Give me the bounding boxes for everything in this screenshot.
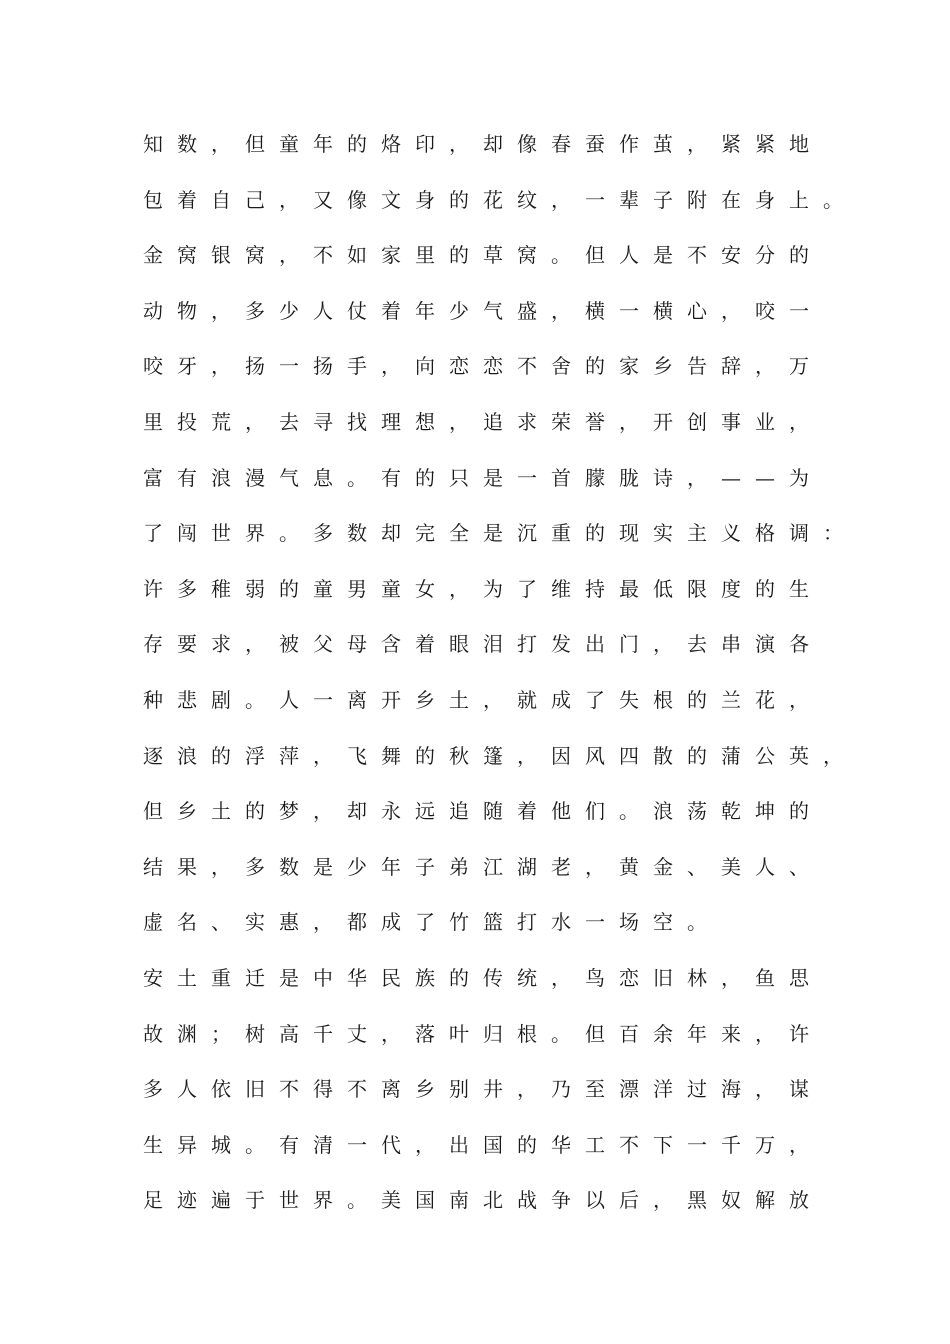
body-text xyxy=(143,124,903,1236)
text-line: 存要求，被父母含着眼泪打发出门，去串演各 xyxy=(143,632,823,657)
text-line: 安土重迁是中华民族的传统，鸟恋旧林，鱼思 xyxy=(143,965,823,990)
text-line: 金窝银窝，不如家里的草窝。但人是不安分的 xyxy=(143,243,823,268)
text-line: 但乡土的梦，却永远追随着他们。浪荡乾坤的 xyxy=(143,799,823,824)
text-line: 了闯世界。多数却完全是沉重的现实主义格调： xyxy=(143,521,857,546)
text-line: 知数，但童年的烙印，却像春蚕作茧，紧紧地 xyxy=(143,132,823,156)
text-line: 种悲剧。人一离开乡土，就成了失根的兰花， xyxy=(143,687,823,712)
text-line: 故渊；树高千丈，落叶归根。但百余年来，许 xyxy=(143,1021,823,1046)
text-line: 多人依旧不得不离乡别井，乃至漂洋过海，谋 xyxy=(143,1077,823,1102)
text-line: 足迹遍于世界。美国南北战争以后，黑奴解放 xyxy=(143,1188,823,1213)
text-line: 逐浪的浮萍，飞舞的秋篷，因风四散的蒲公英， xyxy=(143,743,857,768)
text-line: 富有浪漫气息。有的只是一首朦胧诗，——为 xyxy=(143,465,823,490)
text-line: 咬牙，扬一扬手，向恋恋不舍的家乡告辞，万 xyxy=(143,354,823,379)
text-line: 结果，多数是少年子弟江湖老，黄金、美人、 xyxy=(143,854,823,879)
text-line: 许多稚弱的童男童女，为了维持最低限度的生 xyxy=(143,576,823,601)
text-line: 虚名、实惠，都成了竹篮打水一场空。 xyxy=(143,910,721,935)
text-line: 里投荒，去寻找理想，追求荣誉，开创事业， xyxy=(143,409,823,434)
text-line: 包着自己，又像文身的花纹，一辈子附在身上。 xyxy=(143,187,857,212)
text-line: 动物，多少人仗着年少气盛，横一横心，咬一 xyxy=(143,298,823,323)
text-line: 生异城。有清一代，出国的华工不下一千万， xyxy=(143,1132,823,1157)
